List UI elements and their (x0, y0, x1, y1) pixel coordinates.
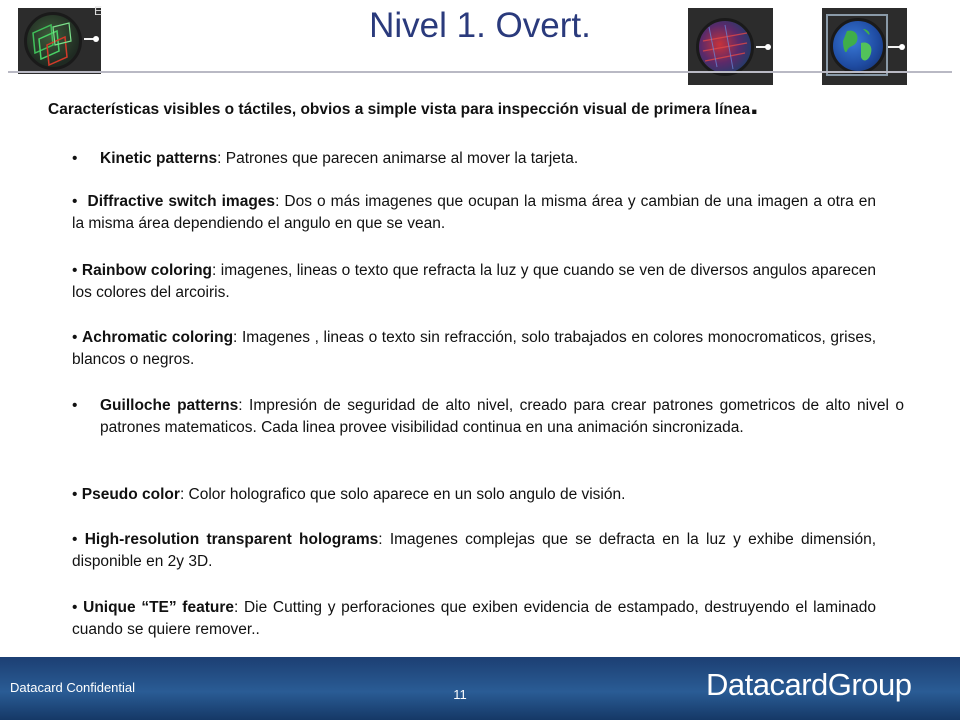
page-number: 11 (453, 687, 467, 702)
bullet-text: : Dos o más imagenes que ocupan la misma área y cambian de una imagen a otra en la misma área dependiendo el angulo en que se vean. (72, 193, 876, 232)
bullet-marker: • (72, 397, 78, 414)
bullet-label: Achromatic coloring (82, 329, 234, 346)
bullet-achromatic-coloring (72, 327, 876, 371)
bullet-text: : Patrones que parecen animarse al mover la tarjeta. (217, 150, 579, 167)
red-hologram-thumbnail-icon (688, 8, 773, 85)
bullet-marker: • (72, 262, 78, 279)
bullet-rainbow-coloring (72, 260, 876, 304)
bullet-text: : Imagenes complejas que se defracta en la luz y exhibe dimensión, disponible en 2y 3D. (72, 531, 876, 570)
section-subtitle (48, 88, 928, 121)
page-title: Nivel 1. Overt. (369, 6, 591, 45)
bullet-marker: • (72, 150, 78, 167)
bullet-label: Guilloche patterns (100, 397, 239, 414)
bullet-label: Pseudo color (81, 486, 180, 503)
bullet-text: : Die Cutting y perforaciones que exiben evidencia de estampado, destruyendo el laminado cuando se quiere remover.. (72, 599, 876, 638)
confidential-label: Datacard Confidential (10, 680, 136, 695)
bullet-high-resolution-holograms (72, 529, 876, 573)
bullet-label: Rainbow coloring (81, 262, 213, 279)
bullet-label: Diffractive switch images (87, 193, 276, 210)
bullet-label: Kinetic patterns (100, 150, 218, 167)
bullet-guilloche-patterns (72, 395, 904, 439)
bullet-marker: • (72, 329, 78, 346)
bullet-text: : imagenes, lineas o texto que refracta la luz y que cuando se ven de diversos angulos aparecen los colores del arcoiris. (72, 262, 876, 301)
kinetic-hologram-thumbnail-icon (18, 4, 103, 74)
bullet-kinetic-patterns (72, 148, 904, 170)
bullet-label: Unique “TE” feature (83, 599, 234, 616)
bullet-label: High-resolution transparent holograms (84, 531, 379, 548)
bullet-text: : Imagenes , lineas o texto sin refracción, solo trabajados en colores monocromaticos, grises, blancos o negros. (72, 329, 876, 368)
bullet-marker: • (72, 531, 78, 548)
bullet-diffractive-switch-images (72, 191, 876, 235)
bullet-pseudo-color (72, 484, 876, 506)
bullet-unique-te-feature (72, 597, 876, 641)
subtitle-text: Características visibles o táctiles, obvios a simple vista para inspección visual de primera línea (48, 101, 751, 118)
subtitle-period: . (750, 88, 759, 121)
bullet-text: : Color holografico que solo aparece en un solo angulo de visión. (179, 486, 626, 503)
datacard-group-logo: DatacardGroup (706, 667, 912, 702)
globe-hologram-thumbnail-icon (822, 8, 907, 85)
title-divider (8, 71, 952, 73)
footer-bar (0, 657, 960, 720)
corner-letter: E (94, 4, 103, 18)
bullet-marker: • (72, 193, 78, 210)
bullet-marker: • (72, 486, 78, 503)
bullet-text: : Impresión de seguridad de alto nivel, creado para crear patrones gometricos de alto nivel o patrones matematicos. Cada linea provee visibilidad continua en una animación sincronizada. (100, 397, 904, 436)
bullet-marker: • (72, 599, 78, 616)
